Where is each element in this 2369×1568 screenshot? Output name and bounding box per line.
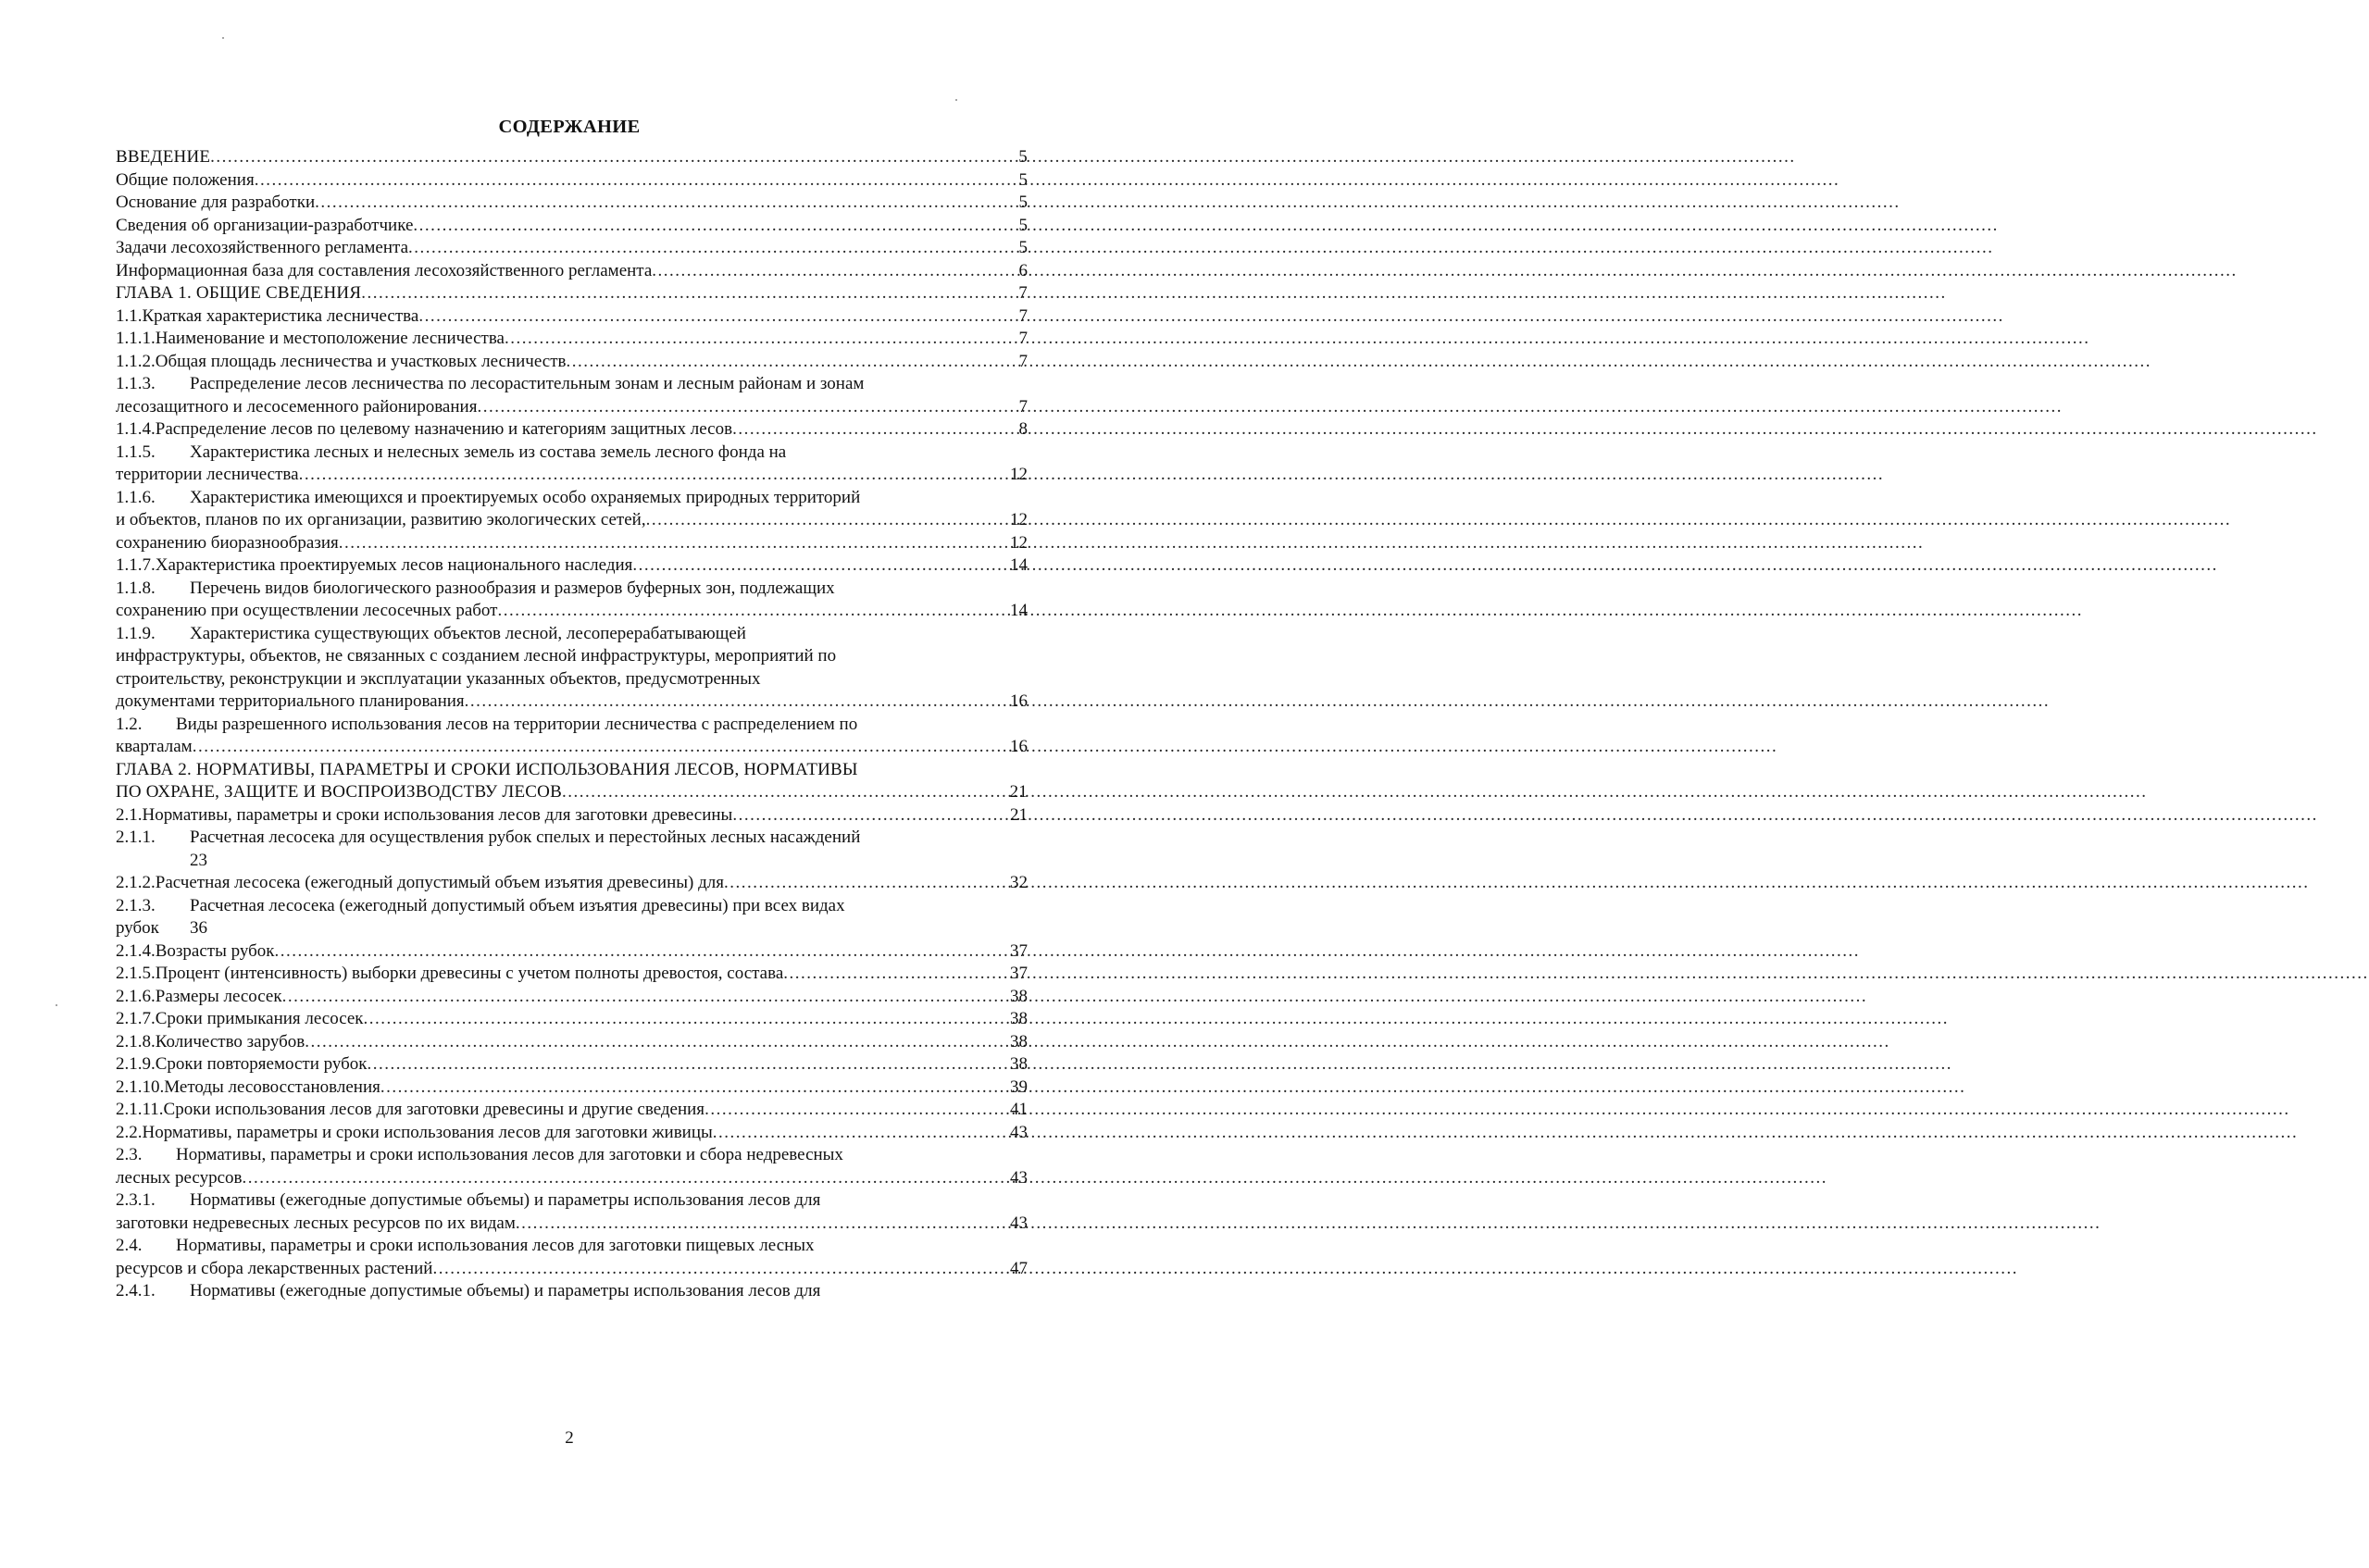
toc-entry-title: ресурсов и сбора лекарственных растений (116, 1258, 433, 1278)
toc-entry-number: 1.1.7. (116, 555, 156, 575)
toc-line (116, 1167, 1028, 1190)
toc-entry-number: 1.1.1. (116, 329, 156, 348)
toc-leader-dots (632, 554, 1008, 578)
toc-entry-number: 1.1.8. (116, 578, 156, 598)
toc-line-first (116, 442, 1028, 465)
toc-entry-title: кварталам (116, 737, 193, 756)
toc-line (116, 1280, 1028, 1303)
toc-entry (116, 963, 1028, 986)
toc-entry-page: 16 (1010, 737, 1028, 756)
toc-entry-title: лесных ресурсов (116, 1167, 243, 1188)
toc-entry-page: 43 (1010, 1122, 1028, 1142)
toc-entry-number: 2.1.5. (116, 964, 156, 983)
toc-line (116, 1076, 1028, 1100)
toc-entry-title: Размеры лесосек (155, 986, 282, 1006)
toc-leader-dots (275, 940, 1008, 964)
toc-entry-title: территории лесничества (116, 465, 299, 484)
toc-entry-page: 8 (1018, 419, 1028, 439)
toc-line (116, 1213, 1028, 1236)
toc-entry-page: 12 (1010, 532, 1028, 553)
toc-entry-title: Процент (интенсивность) выборки древесины с учетом полноты древостоя, состава (155, 964, 784, 983)
toc-entry (116, 532, 1028, 555)
toc-entry-page: 38 (1010, 1054, 1028, 1074)
toc-line (116, 146, 1028, 169)
toc-title: СОДЕРЖАНИЕ (498, 117, 641, 137)
toc-entry (116, 237, 1028, 260)
toc-entry-number: 1.1.5. (116, 442, 156, 462)
toc-line (116, 260, 1028, 283)
toc-entry-number: 2.1.9. (116, 1054, 156, 1074)
toc-entry-title: Распределение лесов по целевому назначению и категориям защитных лесов (155, 419, 733, 439)
toc-leader-dots (380, 1076, 1008, 1100)
toc-line (116, 351, 1028, 374)
toc-entry (116, 986, 1028, 1009)
toc-entry (116, 1280, 1028, 1303)
toc-entry-title: Расчетная лесосека для осуществления рубок спелых и перестойных лесных насаждений (190, 828, 861, 847)
toc-line-first (116, 623, 1028, 646)
toc-entry-title: и объектов, планов по их организации, развитию экологических сетей, (116, 510, 646, 529)
toc-leader-dots (724, 872, 1008, 895)
toc-entry-page: 6 (1018, 260, 1028, 280)
toc-line (116, 940, 1028, 964)
toc-entry-page: 16 (1010, 691, 1028, 711)
toc-entry-page: 21 (1010, 804, 1028, 825)
scan-speck (955, 99, 957, 101)
toc-leader-dots (732, 804, 1008, 828)
toc-entry-number: 2.1.2. (116, 873, 156, 892)
toc-line-first (116, 759, 1028, 782)
toc-line (116, 418, 1028, 442)
toc-entry (116, 418, 1028, 442)
toc-entry-title: ПО ОХРАНЕ, ЗАЩИТЕ И ВОСПРОИЗВОДСТВУ ЛЕСОВ (116, 782, 562, 802)
toc-line-first (116, 578, 1028, 601)
toc-line (116, 1099, 1028, 1122)
toc-entry (116, 1053, 1028, 1076)
toc-entry (116, 351, 1028, 374)
toc-entry (116, 895, 1028, 940)
toc-entry-title: ВВЕДЕНИЕ (116, 147, 211, 167)
toc-line (116, 600, 1028, 623)
toc-entry-page: 7 (1018, 329, 1028, 348)
toc-line-continued: инфраструктуры, объектов, не связанных с созданием лесной инфраструктуры, мероприятий по (116, 646, 837, 666)
toc-entry-title: ГЛАВА 2. НОРМАТИВЫ, ПАРАМЕТРЫ И СРОКИ ИСПОЛЬЗОВАНИЯ ЛЕСОВ, НОРМАТИВЫ (116, 759, 858, 779)
toc-entry-title: Общие положения (116, 169, 255, 190)
toc-line (116, 532, 1028, 555)
toc-entry (116, 827, 1028, 872)
document-page (0, 0, 1111, 1568)
toc-entry-title: сохранению при осуществлении лесосечных работ (116, 601, 498, 620)
toc-line (116, 487, 1028, 510)
toc-leader-dots (652, 260, 1016, 283)
toc-line (116, 305, 1028, 329)
toc-entry (116, 282, 1028, 305)
toc-leader-dots (505, 328, 1017, 351)
toc-entry-page: 39 (1010, 1076, 1028, 1097)
toc-entry-title: Характеристика имеющихся и проектируемых особо охраняемых природных территорий (190, 487, 861, 507)
toc-entry-page: 14 (1010, 601, 1028, 620)
toc-line (116, 554, 1028, 578)
toc-line (116, 1258, 1028, 1281)
toc-line (116, 192, 1028, 215)
toc-entry-page: 37 (1010, 940, 1028, 961)
toc-entry-page: 38 (1010, 1031, 1028, 1052)
toc-entry-number: 2.1.7. (116, 1009, 156, 1028)
toc-entry-number: 2.1.1. (116, 828, 156, 847)
toc-entry-title: Сроки повторяемости рубок (155, 1054, 368, 1074)
toc-entry (116, 305, 1028, 329)
toc-entry-number: 2.1.8. (116, 1031, 156, 1052)
toc-line (116, 691, 1028, 714)
toc-line-continued: строительству, реконструкции и эксплуатации указанных объектов, предусмотренных (116, 668, 761, 689)
toc-leader-dots (477, 396, 1016, 419)
toc-line (116, 328, 1028, 351)
toc-leader-dots (299, 464, 1008, 487)
toc-entry-title: Распределение лесов лесничества по лесорастительным зонам и лесным районам и зонам (190, 374, 865, 393)
toc-entry-number: 2.1.6. (116, 986, 156, 1006)
toc-line (116, 1053, 1028, 1076)
toc-line (116, 396, 1028, 419)
toc-entry-number: 1.1. (116, 305, 143, 326)
toc-line (116, 872, 1028, 895)
toc-leader-dots (193, 736, 1008, 759)
toc-entry-number: 2.1.10. (116, 1076, 165, 1097)
toc-entry-title: Виды разрешенного использования лесов на территории лесничества с распределением по (176, 714, 858, 734)
toc-entry-page: 37 (1010, 964, 1028, 983)
toc-line-first (116, 895, 1028, 918)
toc-leader-dots (562, 781, 1008, 804)
toc-entry (116, 192, 1028, 215)
toc-entry-title: заготовки недревесных лесных ресурсов по их видам (116, 1213, 516, 1233)
toc-leader-dots (713, 1122, 1008, 1145)
toc-entry-page: 38 (1010, 986, 1028, 1006)
toc-entry (116, 373, 1028, 418)
toc-entry-title: Количество зарубов (155, 1031, 305, 1052)
toc-entry-page: 5 (1018, 238, 1028, 257)
toc-leader-dots (432, 1258, 1008, 1281)
toc-line-first (116, 827, 1028, 850)
toc-entry-title: сохранению биоразнообразия (116, 532, 339, 553)
toc-entry-title: Методы лесовосстановления (164, 1076, 380, 1097)
toc-entry-page: 5 (1018, 215, 1028, 235)
toc-entry-title: Нормативы, параметры и сроки использования лесов для заготовки пищевых лесных (176, 1236, 815, 1255)
toc-entry-page: 43 (1010, 1213, 1028, 1233)
toc-line (116, 1008, 1028, 1031)
toc-line (116, 509, 1028, 532)
toc-leader-dots (282, 986, 1008, 1009)
toc-entry (116, 260, 1028, 283)
toc-leader-dots (732, 418, 1016, 442)
toc-entry-number: 1.1.3. (116, 374, 156, 393)
toc-entry (116, 442, 1028, 487)
toc-leader-dots (413, 215, 1016, 238)
toc-line (116, 215, 1028, 238)
toc-entry (116, 328, 1028, 351)
toc-leader-dots (361, 282, 1016, 305)
toc-entry (116, 759, 1028, 804)
toc-entry-page: 38 (1010, 1009, 1028, 1028)
toc-entry-number: 1.1.2. (116, 351, 156, 371)
toc-entry (116, 1235, 1028, 1280)
toc-entry-page: 7 (1018, 396, 1028, 417)
toc-leader-dots (566, 351, 1016, 374)
toc-entry-number: 1.2. (116, 714, 143, 734)
scan-speck (222, 37, 224, 39)
toc-entry-title: Нормативы, параметры и сроки использования лесов для заготовки живицы (142, 1122, 713, 1142)
toc-entry (116, 215, 1028, 238)
toc-entry-title: Сроки использования лесов для заготовки древесины и другие сведения (163, 1100, 705, 1119)
toc-line (116, 781, 1028, 804)
toc-entry-number: 2.1.11. (116, 1100, 164, 1119)
toc-entry-title: Сроки примыкания лесосек (155, 1009, 364, 1028)
toc-entry-page: 5 (1018, 169, 1028, 190)
toc-line-first (116, 1235, 1028, 1258)
toc-entry-title: Задачи лесохозяйственного регламента (116, 238, 409, 257)
toc-leader-dots (498, 600, 1009, 623)
toc-entry (116, 1008, 1028, 1031)
toc-entry-title: Расчетная лесосека (ежегодный допустимый объем изъятия древесины) при всех видах (190, 895, 845, 915)
toc-leader-dots (255, 169, 1017, 193)
toc-line-first (116, 714, 1028, 737)
toc-entry-page: 12 (1010, 465, 1028, 484)
toc-entry-title: Возрасты рубок (155, 940, 275, 961)
toc-entry-title: Основание для разработки (116, 193, 316, 212)
toc-leader-dots (315, 192, 1016, 215)
toc-entry-title: Нормативы (ежегодные допустимые объемы) и параметры использования лесов для (190, 1190, 821, 1210)
toc-leader-dots (516, 1213, 1008, 1236)
toc-entry (116, 1031, 1028, 1054)
toc-line-first (116, 373, 1028, 396)
toc-entry-number: 2.1.3. (116, 895, 156, 915)
toc-entry-number: 2.4.1. (116, 1281, 156, 1300)
toc-entry-title: Расчетная лесосека (ежегодный допустимый объем изъятия древесины) для (155, 873, 724, 892)
toc-entry-page: 7 (1018, 283, 1028, 303)
toc-leader-dots (368, 1053, 1008, 1076)
toc-entry-page: 41 (1010, 1100, 1028, 1119)
toc-leader-dots (418, 305, 1016, 329)
toc-leader-dots (243, 1167, 1009, 1190)
toc-entry-page: 5 (1018, 193, 1028, 212)
toc-entry-page: 43 (1010, 1167, 1028, 1188)
toc-entry-page: 7 (1018, 351, 1028, 371)
toc-leader-dots (364, 1008, 1008, 1031)
toc-entry (116, 578, 1028, 623)
toc-line (116, 237, 1028, 260)
toc-line (116, 963, 1028, 986)
toc-entry (116, 169, 1028, 193)
toc-line (116, 804, 1028, 828)
toc-entry-page: 47 (1010, 1258, 1028, 1278)
toc-entry-number: 2.3. (116, 1145, 143, 1164)
toc-entry-number: 1.1.4. (116, 419, 156, 439)
toc-entry-title: лесозащитного и лесосеменного районирования (116, 396, 478, 417)
toc-entry (116, 940, 1028, 964)
toc-line-page (116, 850, 1028, 873)
toc-entry (116, 804, 1028, 828)
toc-entry-number: 2.3.1. (116, 1190, 156, 1210)
toc-entry-title: Наименование и местоположение лесничества (155, 329, 505, 348)
toc-entry (116, 146, 1028, 169)
toc-leader-dots (704, 1099, 1008, 1122)
scan-speck (56, 1004, 57, 1006)
toc-entry-number: 1.1.6. (116, 487, 156, 507)
toc-leader-dots (305, 1031, 1008, 1054)
toc-leader-dots (783, 963, 1008, 986)
toc-entry-number: 2.1. (116, 804, 143, 825)
toc-leader-dots (646, 509, 1008, 532)
toc-leader-dots (339, 532, 1008, 555)
toc-entry (116, 1189, 1028, 1235)
toc-line-first (116, 1144, 1028, 1167)
toc-entry (116, 1076, 1028, 1100)
toc-entry-title: ГЛАВА 1. ОБЩИЕ СВЕДЕНИЯ (116, 283, 362, 303)
toc-entry-title: Нормативы, параметры и сроки использования лесов для заготовки древесины (142, 804, 733, 825)
toc-entry-page: 12 (1010, 510, 1028, 529)
toc-entry-page: 5 (1018, 147, 1028, 167)
toc-entry-title: Сведения об организации-разработчике (116, 215, 414, 235)
toc-entry-page: 32 (1010, 873, 1028, 892)
toc-entry (116, 872, 1028, 895)
toc-entry-title: Характеристика существующих объектов лесной, лесоперерабатывающей (190, 623, 746, 643)
toc-line (116, 1122, 1028, 1145)
toc-entry-page: 21 (1009, 782, 1028, 802)
toc-entry-title: Нормативы, параметры и сроки использования лесов для заготовки и сбора недревесных (176, 1145, 843, 1164)
toc-leader-dots (210, 146, 1016, 169)
toc-entry-number: 2.1.4. (116, 940, 156, 961)
toc-line (116, 986, 1028, 1009)
toc-line-first (116, 1189, 1028, 1213)
toc-entry-title: Общая площадь лесничества и участковых лесничеств (155, 351, 567, 371)
toc-entry-title: рубок (116, 918, 159, 938)
toc-entry-page: 36 (190, 918, 207, 938)
toc-entry-title: Нормативы (ежегодные допустимые объемы) и параметры использования лесов для (190, 1281, 821, 1300)
toc-entry-number: 1.1.9. (116, 623, 156, 643)
toc-entry-page: 23 (190, 850, 207, 870)
toc-line (116, 169, 1028, 193)
toc-entry-title: Характеристика проектируемых лесов национального наследия (155, 555, 633, 575)
toc-leader-dots (408, 237, 1016, 260)
page-number: 2 (565, 1428, 574, 1448)
toc-line (116, 282, 1028, 305)
toc-entry (116, 714, 1028, 759)
toc-entry-title: Информационная база для составления лесохозяйственного регламента (116, 260, 653, 280)
toc-line (116, 736, 1028, 759)
toc-entry (116, 1122, 1028, 1145)
toc-line (116, 1031, 1028, 1054)
toc-entry-title: Перечень видов биологического разнообразия и размеров буферных зон, подлежащих (190, 578, 835, 598)
toc-line (116, 464, 1028, 487)
toc-leader-dots (465, 691, 1008, 714)
toc-entry (116, 1144, 1028, 1189)
toc-entry-title: документами территориального планирования (116, 691, 465, 711)
toc-entry-number: 2.2. (116, 1122, 143, 1142)
toc-entry (116, 487, 1028, 510)
toc-entry (116, 554, 1028, 578)
toc-entry-title: Краткая характеристика лесничества (142, 305, 419, 326)
toc-line-continued (116, 917, 1028, 940)
toc-entry-page: 14 (1010, 555, 1028, 575)
toc-entry-title: Характеристика лесных и нелесных земель из состава земель лесного фонда на (190, 442, 787, 462)
toc-entry (116, 1099, 1028, 1122)
toc-entry-page: 7 (1018, 305, 1028, 326)
toc-entry (116, 509, 1028, 532)
toc-entry (116, 623, 1028, 714)
table-of-contents (116, 146, 1028, 1303)
toc-entry-number: 2.4. (116, 1236, 143, 1255)
